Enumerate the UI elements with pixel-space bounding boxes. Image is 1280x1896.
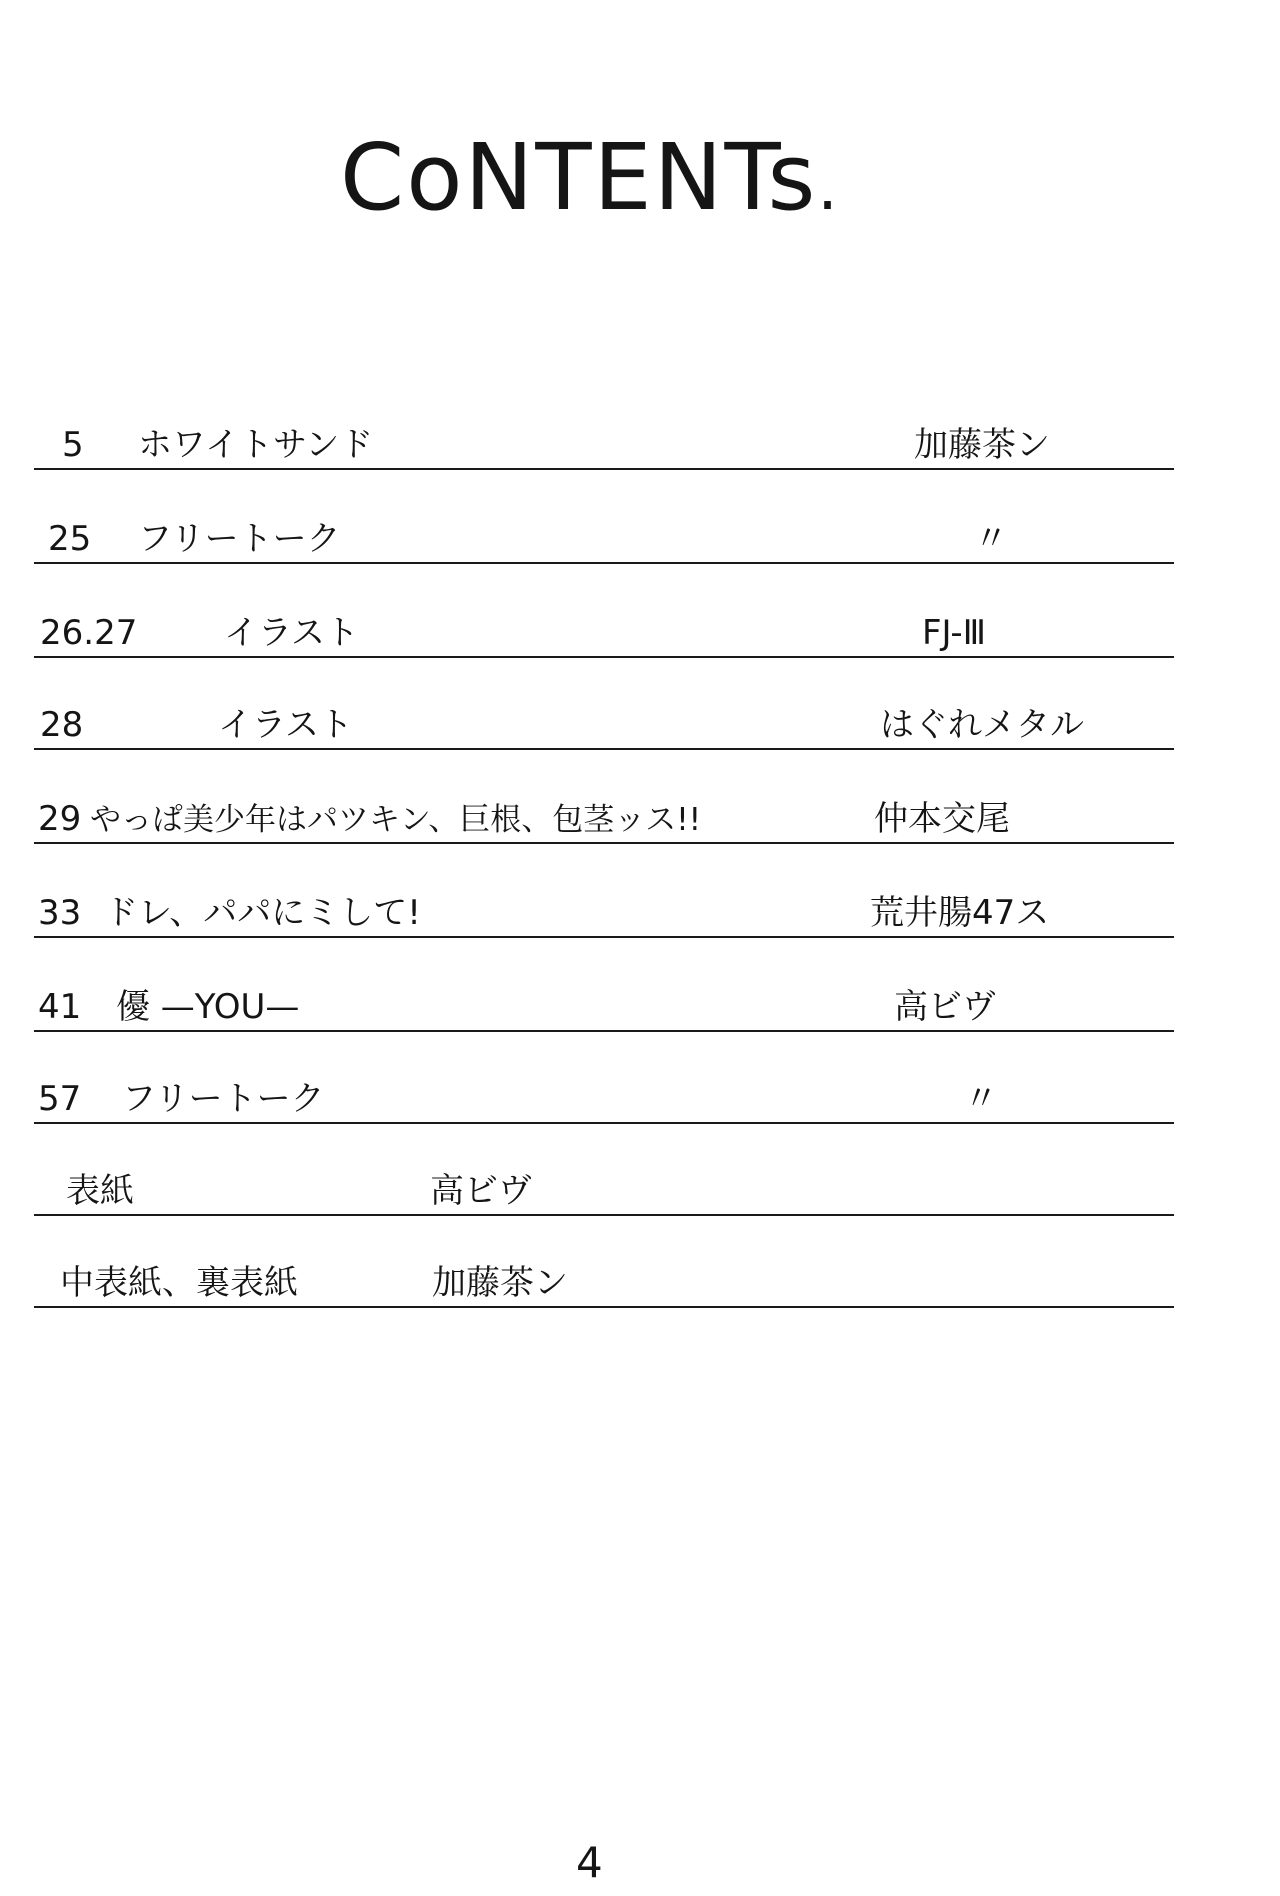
divider-line (34, 656, 1174, 658)
credit-author: 加藤茶ン (432, 1263, 568, 1303)
credit-row (34, 1166, 1174, 1216)
toc-row (34, 888, 1174, 938)
divider-line (34, 1122, 1174, 1124)
toc-author: 仲本交尾 (874, 799, 1010, 839)
toc-page-number: 26.27 (40, 613, 138, 653)
toc-title: 優 —YOU— (116, 987, 300, 1027)
divider-line (34, 936, 1174, 938)
toc-page-number: 28 (40, 705, 84, 745)
page-title (340, 124, 860, 231)
toc-author: 〃 (964, 1079, 998, 1119)
divider-line (34, 748, 1174, 750)
toc-row (34, 700, 1174, 750)
title-period: . (817, 151, 840, 225)
toc-page-number: 25 (48, 519, 92, 559)
divider-line (34, 562, 1174, 564)
toc-row (34, 982, 1174, 1032)
toc-author: はぐれメタル (880, 705, 1084, 745)
credit-label: 表紙 (66, 1171, 134, 1211)
divider-line (34, 1030, 1174, 1032)
toc-author: 荒井腸47ス (870, 893, 1050, 933)
toc-title: ドレ、パパにミして! (104, 893, 421, 933)
toc-title: ホワイトサンド (138, 425, 374, 465)
toc-row (34, 420, 1174, 470)
toc-author: FJ-Ⅲ (922, 613, 987, 653)
page-number: 4 (576, 1838, 603, 1887)
divider-line (34, 468, 1174, 470)
toc-author: 〃 (974, 519, 1008, 559)
toc-row (34, 608, 1174, 658)
toc-author: 加藤茶ン (914, 425, 1050, 465)
toc-row (34, 1074, 1174, 1124)
toc-page-number: 29 (38, 799, 82, 839)
toc-title: フリートーク (138, 519, 341, 559)
divider-line (34, 1214, 1174, 1216)
toc-title: やっぱ美少年はパツキン、巨根、包茎ッス!! (90, 802, 702, 838)
toc-page-number: 5 (62, 425, 84, 465)
toc-page-number: 41 (38, 987, 82, 1027)
divider-line (34, 1306, 1174, 1308)
divider-line (34, 842, 1174, 844)
toc-title: フリートーク (122, 1079, 325, 1119)
credit-row (34, 1258, 1174, 1308)
toc-page-number: 33 (38, 893, 82, 933)
title-text: CoNTENTs (340, 124, 818, 231)
toc-title: イラスト (224, 613, 359, 653)
toc-row (34, 794, 1174, 844)
credit-author: 高ビヴ (430, 1171, 532, 1211)
toc-author: 高ビヴ (894, 987, 996, 1027)
credit-label: 中表紙、裏表紙 (60, 1263, 298, 1303)
toc-page-number: 57 (38, 1079, 82, 1119)
toc-row (34, 514, 1174, 564)
toc-title: イラスト (218, 705, 353, 745)
